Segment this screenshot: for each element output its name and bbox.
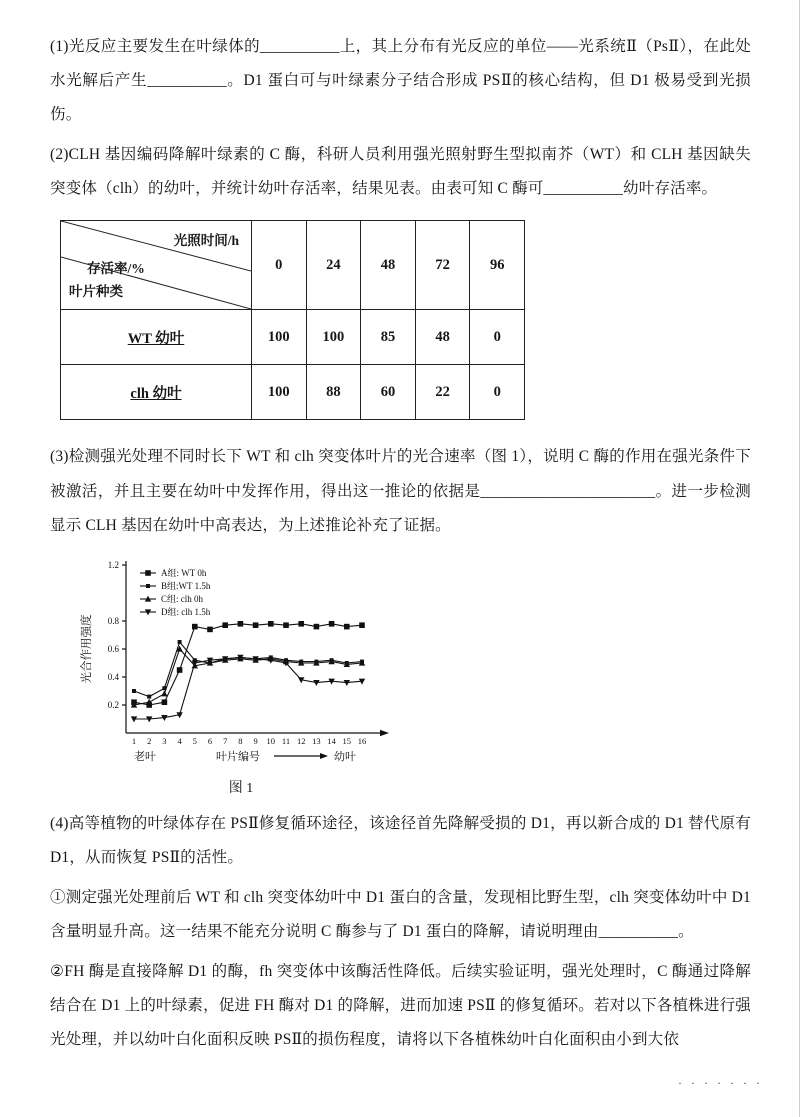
table-col-header: 72 bbox=[415, 221, 470, 310]
table-col-header: 96 bbox=[470, 221, 525, 310]
question-part-1: (1)光反应主要发生在叶绿体的__________上，其上分布有光反应的单位——光系统Ⅱ（PsⅡ），在此处水光解后产生__________。D1 蛋白可与叶绿素分子结合形成 PSⅡ的核心结构，但 D1 极易受到光损伤。 bbox=[50, 38, 751, 124]
table-col-header: 48 bbox=[361, 221, 416, 310]
svg-text:D组: clh 1.5h: D组: clh 1.5h bbox=[161, 606, 211, 617]
table-row bbox=[61, 365, 525, 420]
svg-text:1: 1 bbox=[131, 735, 137, 746]
svg-text:11: 11 bbox=[281, 735, 291, 746]
cutoff-dots: · · · · · · · bbox=[678, 1076, 763, 1090]
table-cell: 100 bbox=[306, 310, 361, 365]
figure1-line-chart bbox=[76, 553, 406, 775]
figure-1 bbox=[76, 553, 416, 797]
svg-text:6: 6 bbox=[207, 735, 213, 746]
table-row bbox=[61, 310, 525, 365]
svg-text:老叶: 老叶 bbox=[134, 750, 156, 763]
svg-text:9: 9 bbox=[253, 735, 258, 746]
svg-text:叶片编号: 叶片编号 bbox=[216, 750, 260, 763]
question-part-5: ①测定强光处理前后 WT 和 clh 突变体幼叶中 D1 蛋白的含量，发现相比野生型，clh 突变体幼叶中 D1 含量明显升高。这一结果不能充分说明 C 酶参与了 D1 蛋白的降解，请说明理由__________。 bbox=[50, 888, 751, 941]
table-col-header: 24 bbox=[306, 221, 361, 310]
table-cell: 60 bbox=[361, 365, 416, 420]
svg-text:5: 5 bbox=[192, 735, 197, 746]
svg-text:12: 12 bbox=[296, 735, 306, 746]
table-cell: 100 bbox=[252, 310, 307, 365]
question-part-2: (2)CLH 基因编码降解叶绿素的 C 酶，科研人员利用强光照射野生型拟南芥（WT）和 CLH 基因缺失突变体（clh）的幼叶，并统计幼叶存活率，结果见表。由表可知 C 酶可__________幼叶存活率。 bbox=[50, 146, 751, 198]
corner-label-light-time: 光照时间/h bbox=[173, 233, 239, 249]
question-part-6: ②FH 酶是直接降解 D1 的酶，fh 突变体中该酶活性降低。后续实验证明，强光处理时，C 酶通过降解结合在 D1 上的叶绿素，促进 FH 酶对 D1 的降解，进而加速 PSⅡ 的修复循环。若对以下各植株进行强光处理，并以幼叶白化面积反映 PSⅡ的损伤程度，请将以下各植株幼叶白化面积由小到大依 bbox=[50, 963, 751, 1049]
svg-text:4: 4 bbox=[177, 735, 182, 746]
table-cell: 100 bbox=[252, 365, 307, 420]
table-row-label-cell bbox=[61, 310, 252, 365]
svg-text:B组:WT 1.5h: B组:WT 1.5h bbox=[161, 580, 211, 591]
corner-label-leaf-type: 叶片种类 bbox=[69, 284, 123, 300]
svg-text:幼叶: 幼叶 bbox=[334, 750, 356, 763]
corner-label-survival-rate: 存活率/% bbox=[87, 261, 145, 277]
svg-text:16: 16 bbox=[357, 735, 367, 746]
table-header-row bbox=[61, 221, 525, 310]
question-part-3: (3)检测强光处理不同时长下 WT 和 clh 突变体叶片的光合速率（图 1），说明 C 酶的作用在强光条件下被激活，并且主要在幼叶中发挥作用，得出这一推论的依据是______________________。进一步检测显示 CLH 基因在幼叶中高表达，为上述推论补充了证据。 bbox=[50, 448, 751, 534]
table-cell: 0 bbox=[470, 365, 525, 420]
svg-text:光合作用强度: 光合作用强度 bbox=[81, 614, 93, 684]
svg-text:3: 3 bbox=[162, 735, 167, 746]
table-row-label: clh 幼叶 bbox=[130, 385, 182, 402]
table-cell: 0 bbox=[470, 310, 525, 365]
svg-text:8: 8 bbox=[238, 735, 243, 746]
svg-text:0.4: 0.4 bbox=[107, 671, 119, 682]
svg-text:2: 2 bbox=[147, 735, 152, 746]
table-col-header: 0 bbox=[252, 221, 307, 310]
svg-text:7: 7 bbox=[223, 735, 228, 746]
svg-text:10: 10 bbox=[266, 735, 276, 746]
svg-text:15: 15 bbox=[342, 735, 352, 746]
table-row-label: WT 幼叶 bbox=[127, 330, 185, 347]
figure-caption: 图 1 bbox=[228, 780, 254, 796]
table-cell: 22 bbox=[415, 365, 470, 420]
svg-text:C组: clh 0h: C组: clh 0h bbox=[161, 593, 203, 604]
question-part-4: (4)高等植物的叶绿体存在 PSⅡ修复循环途径，该途径首先降解受损的 D1，再以新合成的 D1 替代原有 D1，从而恢复 PSⅡ的活性。 bbox=[50, 814, 751, 866]
svg-text:13: 13 bbox=[312, 735, 321, 746]
table-row-label-cell bbox=[61, 365, 252, 420]
svg-text:0.8: 0.8 bbox=[107, 615, 119, 626]
survival-rate-table bbox=[60, 220, 525, 420]
table-corner-cell bbox=[61, 221, 252, 310]
table-cell: 88 bbox=[306, 365, 361, 420]
svg-text:0.6: 0.6 bbox=[107, 643, 119, 654]
svg-text:A组: WT 0h: A组: WT 0h bbox=[161, 567, 207, 578]
table-cell: 85 bbox=[361, 310, 416, 365]
table-cell: 48 bbox=[415, 310, 470, 365]
svg-text:0.2: 0.2 bbox=[107, 699, 119, 710]
svg-text:14: 14 bbox=[327, 735, 336, 746]
svg-text:1.2: 1.2 bbox=[107, 559, 119, 570]
